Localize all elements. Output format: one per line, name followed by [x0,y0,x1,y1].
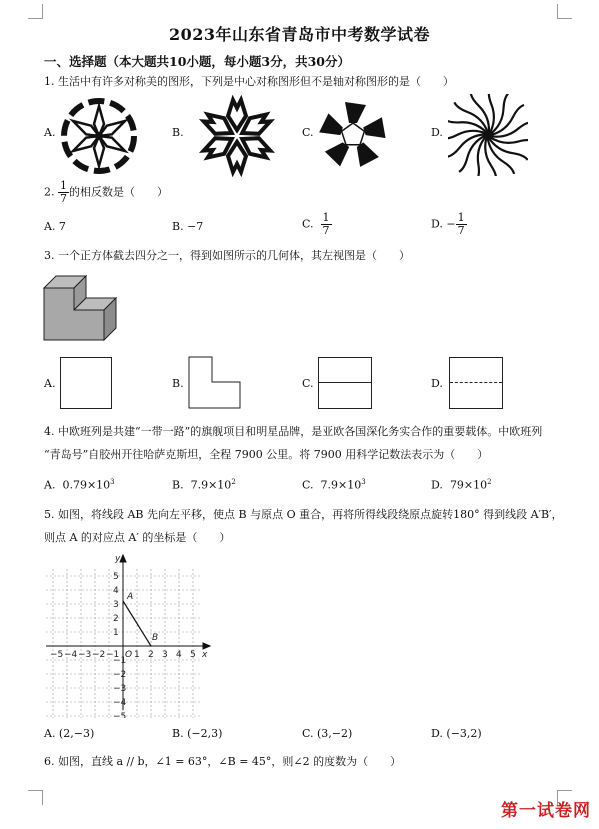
q3-option-b-lshape [188,356,242,410]
q4-option-d: D. $79\times 10^2$ [431,478,492,492]
crop-mark-top-left [28,4,43,19]
q1-option-c-label: C. [302,126,314,139]
q4-option-a: A. $0.79\times 10^3$ [44,478,115,492]
q3-option-c-label: C. [302,377,314,390]
q3-option-a-square [60,357,112,409]
q3-option-d-square [449,357,503,409]
y-tick-label: −3 [113,684,127,694]
x-tick-label: −1 [106,650,120,660]
q2-option-d: D. − $\frac{1}{7}$ [431,211,465,237]
q2-option-c: C. $\frac{1}{7}$ [302,211,330,237]
q1-option-d-figure [448,94,528,176]
y-tick-labels [113,572,127,718]
x-tick-label: −4 [64,650,78,660]
section-heading: 一、选择题（本大题共10小题，每小题3分，共30分） [44,54,350,69]
q3-solid-figure [42,270,122,344]
question-4-line-1: 4. 中欧班列是共建“一带一路”的旗舰项目和明星品牌，是亚欧各国深化务实合作的重要载体。中欧班列 [44,425,543,438]
y-tick-label: −1 [113,656,127,666]
y-tick-label: 1 [113,628,119,638]
y-tick-label: −5 [113,712,127,718]
x-tick-label: 1 [134,650,140,660]
q3-option-a-label: A. [44,377,56,390]
q4-option-b: B. $7.9\times 10^2$ [172,478,236,492]
y-tick-label: 3 [113,600,119,610]
page-title: 2023年山东省青岛市中考数学试卷 [168,25,431,44]
question-1-stem: 1. 生活中有许多对称美的图形，下列是中心对称图形但不是轴对称图形的是（ ） [44,75,454,88]
crop-mark-bottom-left [28,790,43,805]
point-a-label: A [127,592,134,602]
y-tick-label: 5 [113,572,119,582]
x-tick-label: 5 [190,650,196,660]
q3-option-b-label: B. [172,377,184,390]
q4-option-c: C. $7.9\times 10^3$ [302,478,366,492]
y-tick-label: −4 [113,698,127,708]
question-4-line-2: “青岛号”自胶州开往哈萨克斯坦，全程 7900 公里。将 7900 用科学记数法表示为（ ） [44,448,489,461]
watermark-logo: 第一试卷网 [501,801,591,821]
x-tick-label: 2 [148,650,154,660]
q3-option-c-solid-line [319,382,371,383]
x-tick-label: 4 [176,650,182,660]
x-tick-label: −2 [92,650,106,660]
y-tick-label: 4 [113,586,119,596]
y-tick-label: 2 [113,614,119,624]
question-2-stem: 2. $\frac{1}{7}$ 的相反数是（ ） [44,179,168,205]
x-tick-label: 3 [162,650,168,660]
q2-option-b: B. −7 [172,220,204,233]
q1-option-c-figure [318,98,388,172]
crop-mark-top-right [557,4,572,19]
question-5-line-2: 则点 A 的对应点 A′ 的坐标是（ ） [44,531,231,544]
q3-option-d-dashed-line [450,382,502,383]
y-axis-label: y [115,554,121,564]
q3-option-d-label: D. [431,377,443,390]
q2-option-a: A. 7 [44,220,66,233]
x-tick-label: −3 [78,650,92,660]
point-b-label: B [152,633,159,643]
q1-option-a-label: A. [44,126,56,139]
q1-option-a-figure [58,95,140,177]
q1-option-b-label: B. [172,126,184,139]
q1-option-b-figure [198,95,276,177]
axes [46,555,210,710]
question-6-stem: 6. 如图，直线 a // b，∠1 = 63°，∠B = 45°，则∠2 的度数为（ ） [44,755,402,768]
q3-option-c-square [318,357,372,409]
y-tick-label: −2 [113,670,127,680]
x-tick-label: −5 [50,650,64,660]
x-axis-label: x [202,650,208,660]
q5-option-a: A. (2,−3) [44,727,95,740]
origin-label: O [125,650,133,660]
q5-option-d: D. (−3,2) [431,727,482,740]
segment-ab [123,601,151,646]
question-3-stem: 3. 一个正方体截去四分之一，得到如图所示的几何体，其左视图是（ ） [44,249,410,262]
q1-option-d-label: D. [431,126,443,139]
question-5-line-1: 5. 如图，将线段 AB 先向左平移，使点 B 与原点 O 重合，再将所得线段绕原点旋转180° 得到线段 A′B′， [44,508,563,521]
q5-option-c: C. (3,−2) [302,727,353,740]
q5-option-b: B. (−2,3) [172,727,223,740]
coordinate-grid [44,552,214,718]
q2-fraction: $\frac{1}{7}$ [60,179,67,205]
